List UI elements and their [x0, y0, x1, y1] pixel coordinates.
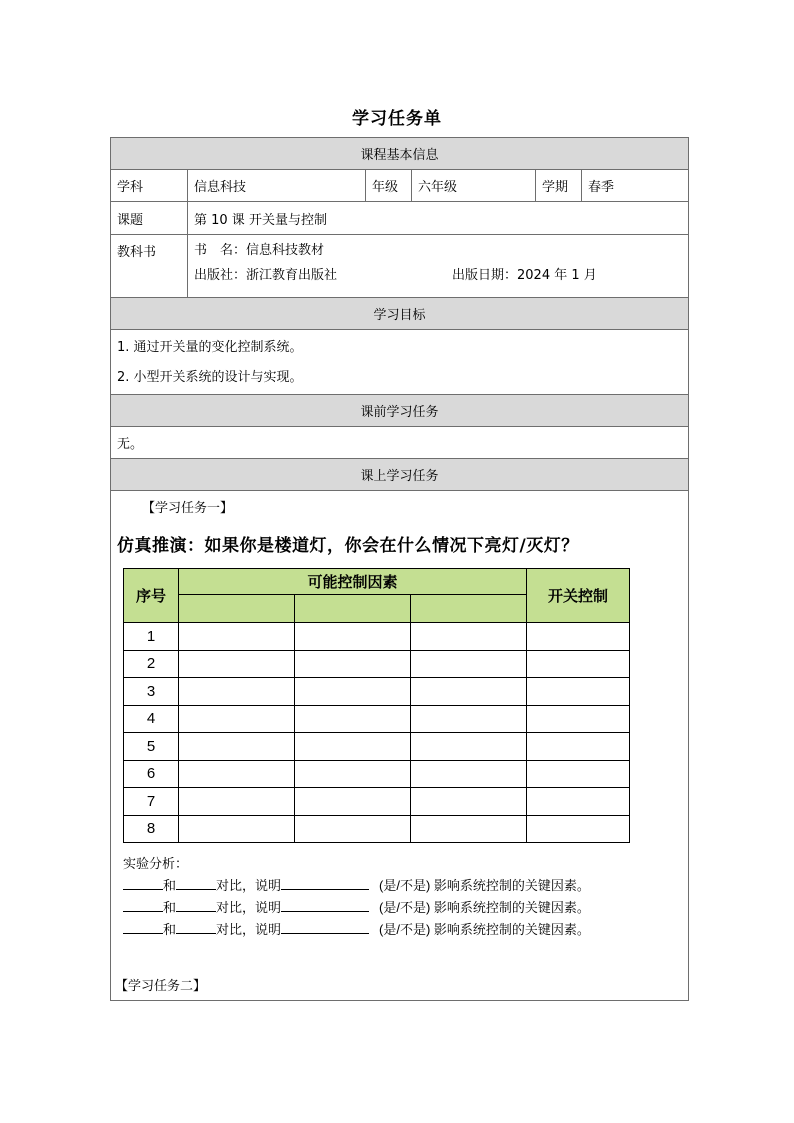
factor-cell[interactable] [411, 760, 527, 788]
factor-cell[interactable] [295, 815, 411, 843]
publisher: 出版社：浙江教育出版社 [194, 268, 338, 283]
factor-cell[interactable] [179, 623, 295, 651]
blank-field[interactable] [123, 921, 163, 934]
term-label: 学期 [536, 170, 582, 202]
task1-question: 仿真推演：如果你是楼道灯，你会在什么情况下亮灯/灭灯？ [117, 536, 579, 556]
analysis-and: 和 [163, 922, 177, 937]
goal-item: 2. 小型开关系统的设计与实现。 [117, 370, 303, 385]
blank-field[interactable] [123, 877, 163, 890]
table-row [124, 760, 630, 788]
analysis-title: 实验分析： [123, 856, 189, 871]
factor-cell[interactable] [179, 705, 295, 733]
factor-subheader [295, 595, 411, 623]
page-title: 学习任务单 [352, 109, 442, 129]
factor-cell[interactable] [411, 623, 527, 651]
row-index: 7 [124, 788, 179, 816]
analysis-compare: 对比，说明 [216, 900, 282, 915]
lesson-label: 课题 [111, 202, 188, 235]
subject-label: 学科 [111, 170, 188, 202]
analysis-block [123, 853, 590, 941]
factor-cell[interactable] [295, 733, 411, 761]
factor-cell[interactable] [179, 788, 295, 816]
book-name: 书 名：信息科技教材 [194, 243, 325, 258]
blank-field[interactable] [176, 921, 216, 934]
table-row [124, 705, 630, 733]
analysis-tail: (是/不是) 影响系统控制的关键因素。 [379, 922, 590, 937]
factor-cell[interactable] [411, 705, 527, 733]
analysis-and: 和 [163, 878, 177, 893]
factor-subheader [179, 595, 295, 623]
col-switch-header: 开关控制 [527, 569, 630, 623]
section-in-task: 课上学习任务 [111, 459, 689, 491]
table-row [124, 733, 630, 761]
factor-cell[interactable] [179, 760, 295, 788]
publisher-line [194, 263, 682, 289]
section-goals: 学习目标 [111, 298, 689, 330]
textbook-label: 教科书 [111, 235, 188, 298]
factor-cell[interactable] [295, 650, 411, 678]
factor-cell[interactable] [411, 788, 527, 816]
factor-cell[interactable] [179, 650, 295, 678]
table-row [124, 623, 630, 651]
factor-subheader [411, 595, 527, 623]
analysis-tail: (是/不是) 影响系统控制的关键因素。 [379, 878, 590, 893]
table-row [124, 788, 630, 816]
section-basic-info: 课程基本信息 [111, 138, 689, 170]
row-index: 2 [124, 650, 179, 678]
analysis-compare: 对比，说明 [216, 878, 282, 893]
switch-cell[interactable] [527, 815, 630, 843]
analysis-line [123, 897, 590, 919]
factor-cell[interactable] [411, 650, 527, 678]
factor-cell[interactable] [411, 678, 527, 706]
col-factors-header: 可能控制因素 [179, 569, 527, 595]
analysis-tail: (是/不是) 影响系统控制的关键因素。 [379, 900, 590, 915]
switch-cell[interactable] [527, 733, 630, 761]
grade-label: 年级 [366, 170, 412, 202]
row-index: 5 [124, 733, 179, 761]
row-index: 3 [124, 678, 179, 706]
factor-cell[interactable] [295, 705, 411, 733]
table-row [124, 678, 630, 706]
row-index: 1 [124, 623, 179, 651]
factor-cell[interactable] [411, 815, 527, 843]
blank-field[interactable] [176, 899, 216, 912]
in-task-cell [111, 491, 689, 1001]
blank-field[interactable] [281, 877, 369, 890]
col-index-header: 序号 [124, 569, 179, 623]
grade-value: 六年级 [412, 170, 536, 202]
task-sheet-table [110, 137, 689, 1001]
factor-cell[interactable] [295, 760, 411, 788]
factor-cell[interactable] [179, 815, 295, 843]
goals-cell [111, 330, 689, 395]
factor-cell[interactable] [295, 623, 411, 651]
row-index: 8 [124, 815, 179, 843]
term-value: 春季 [582, 170, 689, 202]
analysis-compare: 对比，说明 [216, 922, 282, 937]
blank-field[interactable] [176, 877, 216, 890]
factor-cell[interactable] [179, 678, 295, 706]
goal-item: 1. 通过开关量的变化控制系统。 [117, 340, 303, 355]
analysis-and: 和 [163, 900, 177, 915]
blank-field[interactable] [281, 899, 369, 912]
lesson-value: 第 10 课 开关量与控制 [188, 202, 689, 235]
task2-label: 【学习任务二】 [115, 979, 207, 994]
section-pre-task: 课前学习任务 [111, 395, 689, 427]
analysis-line [123, 919, 590, 941]
switch-cell[interactable] [527, 650, 630, 678]
task1-label: 【学习任务一】 [142, 501, 234, 516]
switch-cell[interactable] [527, 760, 630, 788]
row-index: 4 [124, 705, 179, 733]
switch-cell[interactable] [527, 705, 630, 733]
pre-task-text: 无。 [111, 427, 689, 459]
factor-cell[interactable] [295, 678, 411, 706]
factor-cell[interactable] [411, 733, 527, 761]
row-index: 6 [124, 760, 179, 788]
blank-field[interactable] [281, 921, 369, 934]
factor-cell[interactable] [295, 788, 411, 816]
blank-field[interactable] [123, 899, 163, 912]
switch-cell[interactable] [527, 678, 630, 706]
table-row [124, 650, 630, 678]
factor-table [123, 568, 630, 843]
factor-cell[interactable] [179, 733, 295, 761]
switch-cell[interactable] [527, 623, 630, 651]
pub-date: 出版日期：2024 年 1 月 [452, 268, 597, 283]
analysis-line [123, 875, 590, 897]
subject-value: 信息科技 [188, 170, 366, 202]
textbook-info [188, 235, 689, 298]
table-row [124, 815, 630, 843]
switch-cell[interactable] [527, 788, 630, 816]
